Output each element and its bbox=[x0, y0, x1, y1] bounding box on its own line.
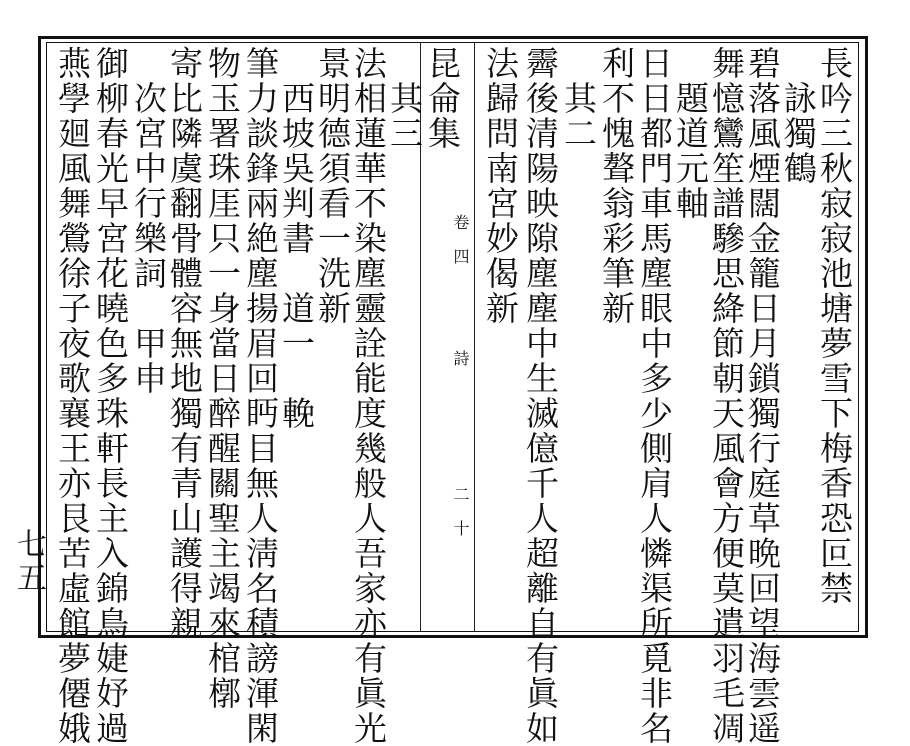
text-column-10: 法歸問南宮妙偈新 bbox=[481, 46, 520, 326]
text-column-6: 日日都門車馬塵眼中多少側肩人憐渠所覓非名 bbox=[635, 46, 674, 746]
text-column-16: 物玉署珠厓只一身當日醉醒關聖主竭來棺槨 bbox=[203, 46, 242, 711]
text-column-18: 次宮中行樂詞 甲申 bbox=[129, 46, 168, 396]
text-column-5: 題道元軸 bbox=[671, 46, 710, 221]
fold-caption: 卷四 詩 二十 bbox=[451, 180, 470, 554]
text-column-2: 詠獨鶴 bbox=[779, 46, 818, 186]
text-column-17: 寄比隣虞翻骨體容無地獨有青山護得親 bbox=[165, 46, 204, 641]
text-column-11: 其三 bbox=[385, 46, 424, 151]
book-title: 昆侖集 bbox=[423, 46, 462, 151]
text-column-12: 法相蓮華不染塵靈詮能度幾般人吾家亦有眞光 bbox=[349, 46, 388, 746]
text-column-15: 筆力談鋒兩絶塵揚眉回眄目無人淸名積謗渾閑 bbox=[241, 46, 280, 746]
text-column-1: 長吟三秋寂寂池塘夢雪下梅香恐叵禁 bbox=[815, 46, 854, 606]
text-column-9: 霽後清陽映隙塵塵中生滅億千人超離自有眞如 bbox=[521, 46, 560, 746]
page-number: 七五 bbox=[11, 528, 46, 596]
center-fold-line-right bbox=[474, 42, 475, 632]
text-column-3: 碧落風煙闊金籠日月鎖獨行庭草晩回望海雲遥 bbox=[743, 46, 782, 746]
text-column-4: 舞憶鸞笙譜驂思絳節朝天風會方便莫遣羽毛凋 bbox=[707, 46, 746, 746]
text-column-13: 景明德須看一洗新 bbox=[313, 46, 352, 326]
text-column-19: 御柳春光早宮花曉色多珠軒長主入錦鳥婕妤過 bbox=[91, 46, 130, 746]
text-column-8: 其二 bbox=[559, 46, 598, 151]
text-column-14: 西坡吳判書 道一 輓 bbox=[277, 46, 316, 431]
text-column-7: 利不愧聱翁彩筆新 bbox=[597, 46, 636, 326]
text-column-20: 燕學廻風舞鶯徐子夜歌襄王亦艮苦虛館夢僊娥 bbox=[53, 46, 92, 746]
